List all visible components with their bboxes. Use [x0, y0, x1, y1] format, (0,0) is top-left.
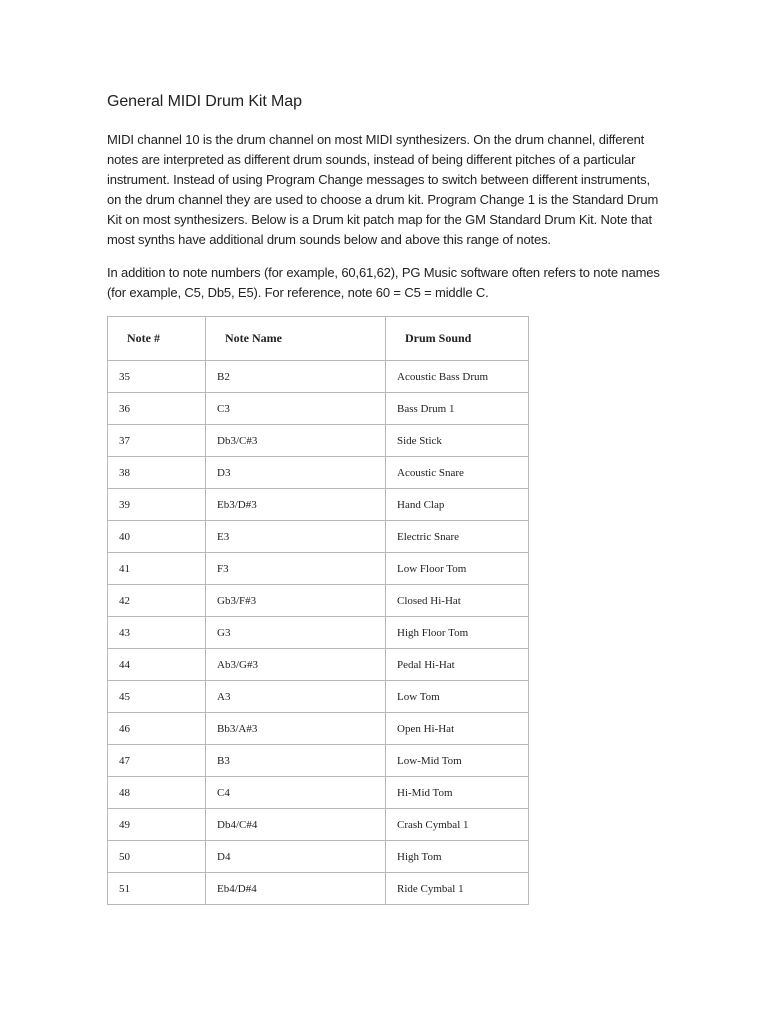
table-row [108, 809, 529, 841]
note-number-cell: 36 [108, 393, 206, 425]
column-header-drum-sound [386, 317, 529, 361]
drum-sound-cell: Electric Snare [386, 521, 529, 553]
note-name-cell: B2 [206, 361, 386, 393]
page-title: General MIDI Drum Kit Map [107, 93, 302, 110]
note-number-cell: 35 [108, 361, 206, 393]
column-header-note-number [108, 317, 206, 361]
drum-sound-cell: Ride Cymbal 1 [386, 873, 529, 905]
table-row [108, 425, 529, 457]
drum-sound-cell: Acoustic Bass Drum [386, 361, 529, 393]
note-name-cell: F3 [206, 553, 386, 585]
note-number-cell: 49 [108, 809, 206, 841]
table-row [108, 713, 529, 745]
note-number-cell: 47 [108, 745, 206, 777]
column-header-label: Note Name [225, 331, 282, 345]
table-row [108, 553, 529, 585]
table-row [108, 361, 529, 393]
drum-sound-cell: Closed Hi-Hat [386, 585, 529, 617]
drum-sound-cell: Low Tom [386, 681, 529, 713]
note-name-cell: A3 [206, 681, 386, 713]
table-row [108, 457, 529, 489]
table-row [108, 521, 529, 553]
note-name-cell: C4 [206, 777, 386, 809]
note-name-cell: C3 [206, 393, 386, 425]
drum-sound-cell: Hand Clap [386, 489, 529, 521]
note-number-cell: 40 [108, 521, 206, 553]
note-name-cell: Bb3/A#3 [206, 713, 386, 745]
drum-sound-cell: Acoustic Snare [386, 457, 529, 489]
drum-sound-cell: Low Floor Tom [386, 553, 529, 585]
table-row [108, 585, 529, 617]
table-row [108, 841, 529, 873]
note-name-cell: D3 [206, 457, 386, 489]
note-number-cell: 50 [108, 841, 206, 873]
table-row [108, 393, 529, 425]
intro-paragraph: MIDI channel 10 is the drum channel on most MIDI synthesizers. On the drum channel, different notes are interpreted as different drum sounds, instead of being different pitches of a particular instrument. Instead of using Program Change messages to switch between different instruments, on the drum channel they are used to choose a drum kit. Program Change 1 is the Standard Drum Kit on most synthesizers. Below is a Drum kit patch map for the GM Standard Drum Kit. Note that most synths have additional drum sounds below and above this range of notes. [107, 132, 659, 247]
note-name-cell: Db3/C#3 [206, 425, 386, 457]
note-number-cell: 51 [108, 873, 206, 905]
drum-sound-cell: Bass Drum 1 [386, 393, 529, 425]
drum-sound-cell: Side Stick [386, 425, 529, 457]
note-number-cell: 48 [108, 777, 206, 809]
note-name-cell: Gb3/F#3 [206, 585, 386, 617]
table-row [108, 649, 529, 681]
document-page [107, 92, 667, 905]
note-number-cell: 45 [108, 681, 206, 713]
drum-sound-cell: Open Hi-Hat [386, 713, 529, 745]
table-row [108, 489, 529, 521]
drum-sound-cell: Low-Mid Tom [386, 745, 529, 777]
table-row [108, 777, 529, 809]
drum-sound-cell: High Floor Tom [386, 617, 529, 649]
note-name-cell: Eb3/D#3 [206, 489, 386, 521]
table-row [108, 681, 529, 713]
column-header-label: Note # [127, 331, 160, 345]
drum-sound-cell: Hi-Mid Tom [386, 777, 529, 809]
drum-sound-cell: Crash Cymbal 1 [386, 809, 529, 841]
note-number-cell: 38 [108, 457, 206, 489]
drum-sound-cell: Pedal Hi-Hat [386, 649, 529, 681]
note-names-paragraph: In addition to note numbers (for example, 60,61,62), PG Music software often refers to note names (for example, C5, Db5, E5). For reference, note 60 = C5 = middle C. [107, 265, 660, 300]
note-name-cell: Ab3/G#3 [206, 649, 386, 681]
drum-kit-table [107, 316, 529, 905]
table-body [108, 361, 529, 905]
note-name-cell: D4 [206, 841, 386, 873]
note-number-cell: 41 [108, 553, 206, 585]
note-name-cell: Eb4/D#4 [206, 873, 386, 905]
note-name-cell: G3 [206, 617, 386, 649]
note-number-cell: 43 [108, 617, 206, 649]
table-row [108, 873, 529, 905]
note-number-cell: 46 [108, 713, 206, 745]
note-number-cell: 44 [108, 649, 206, 681]
table-row [108, 745, 529, 777]
note-name-cell: B3 [206, 745, 386, 777]
column-header-label: Drum Sound [405, 331, 472, 345]
note-name-cell: Db4/C#4 [206, 809, 386, 841]
note-number-cell: 37 [108, 425, 206, 457]
table-header-row [108, 317, 529, 361]
drum-sound-cell: High Tom [386, 841, 529, 873]
column-header-note-name [206, 317, 386, 361]
note-name-cell: E3 [206, 521, 386, 553]
note-number-cell: 39 [108, 489, 206, 521]
note-number-cell: 42 [108, 585, 206, 617]
table-row [108, 617, 529, 649]
